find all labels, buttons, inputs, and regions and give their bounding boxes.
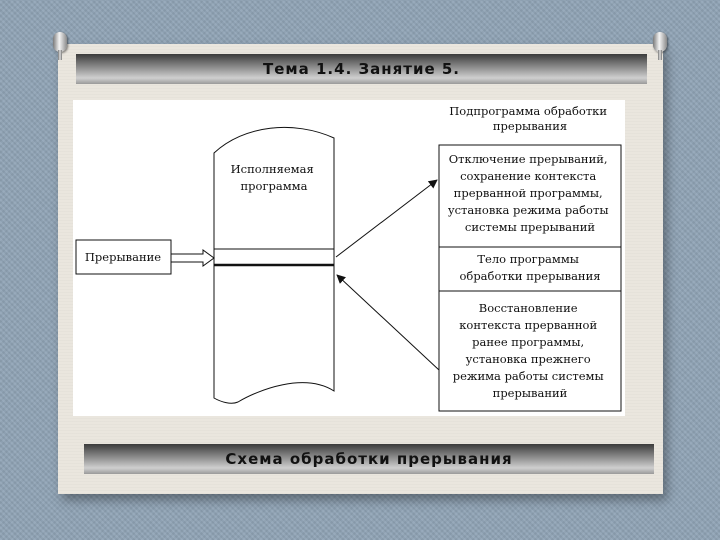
slide-caption-text: Схема обработки прерывания (225, 450, 513, 468)
block-restore-text: Восстановление контекста прерванной ранее программы, установка прежнего режима работы системы прерываний (452, 301, 604, 400)
return-arrow (337, 275, 439, 370)
interrupt-arrow (171, 250, 214, 266)
slide-caption (84, 444, 654, 474)
block-body-text: Тело программы обработки прерывания (459, 252, 601, 283)
interrupt-diagram (73, 100, 625, 416)
call-arrow (336, 180, 437, 257)
block-disable-text: Отключение прерываний, сохранение контекста прерванной программы, установка режима работы системы прерываний (447, 152, 609, 234)
pin-icon (53, 32, 67, 62)
interrupt-label: Прерывание (84, 250, 162, 264)
slide-title-text: Тема 1.4. Занятие 5. (262, 60, 460, 78)
subroutine-title: Подпрограмма обработки прерывания (449, 104, 608, 133)
pin-icon (653, 32, 667, 62)
slide-title (76, 54, 647, 84)
program-label: Исполняемая программа (230, 162, 314, 193)
